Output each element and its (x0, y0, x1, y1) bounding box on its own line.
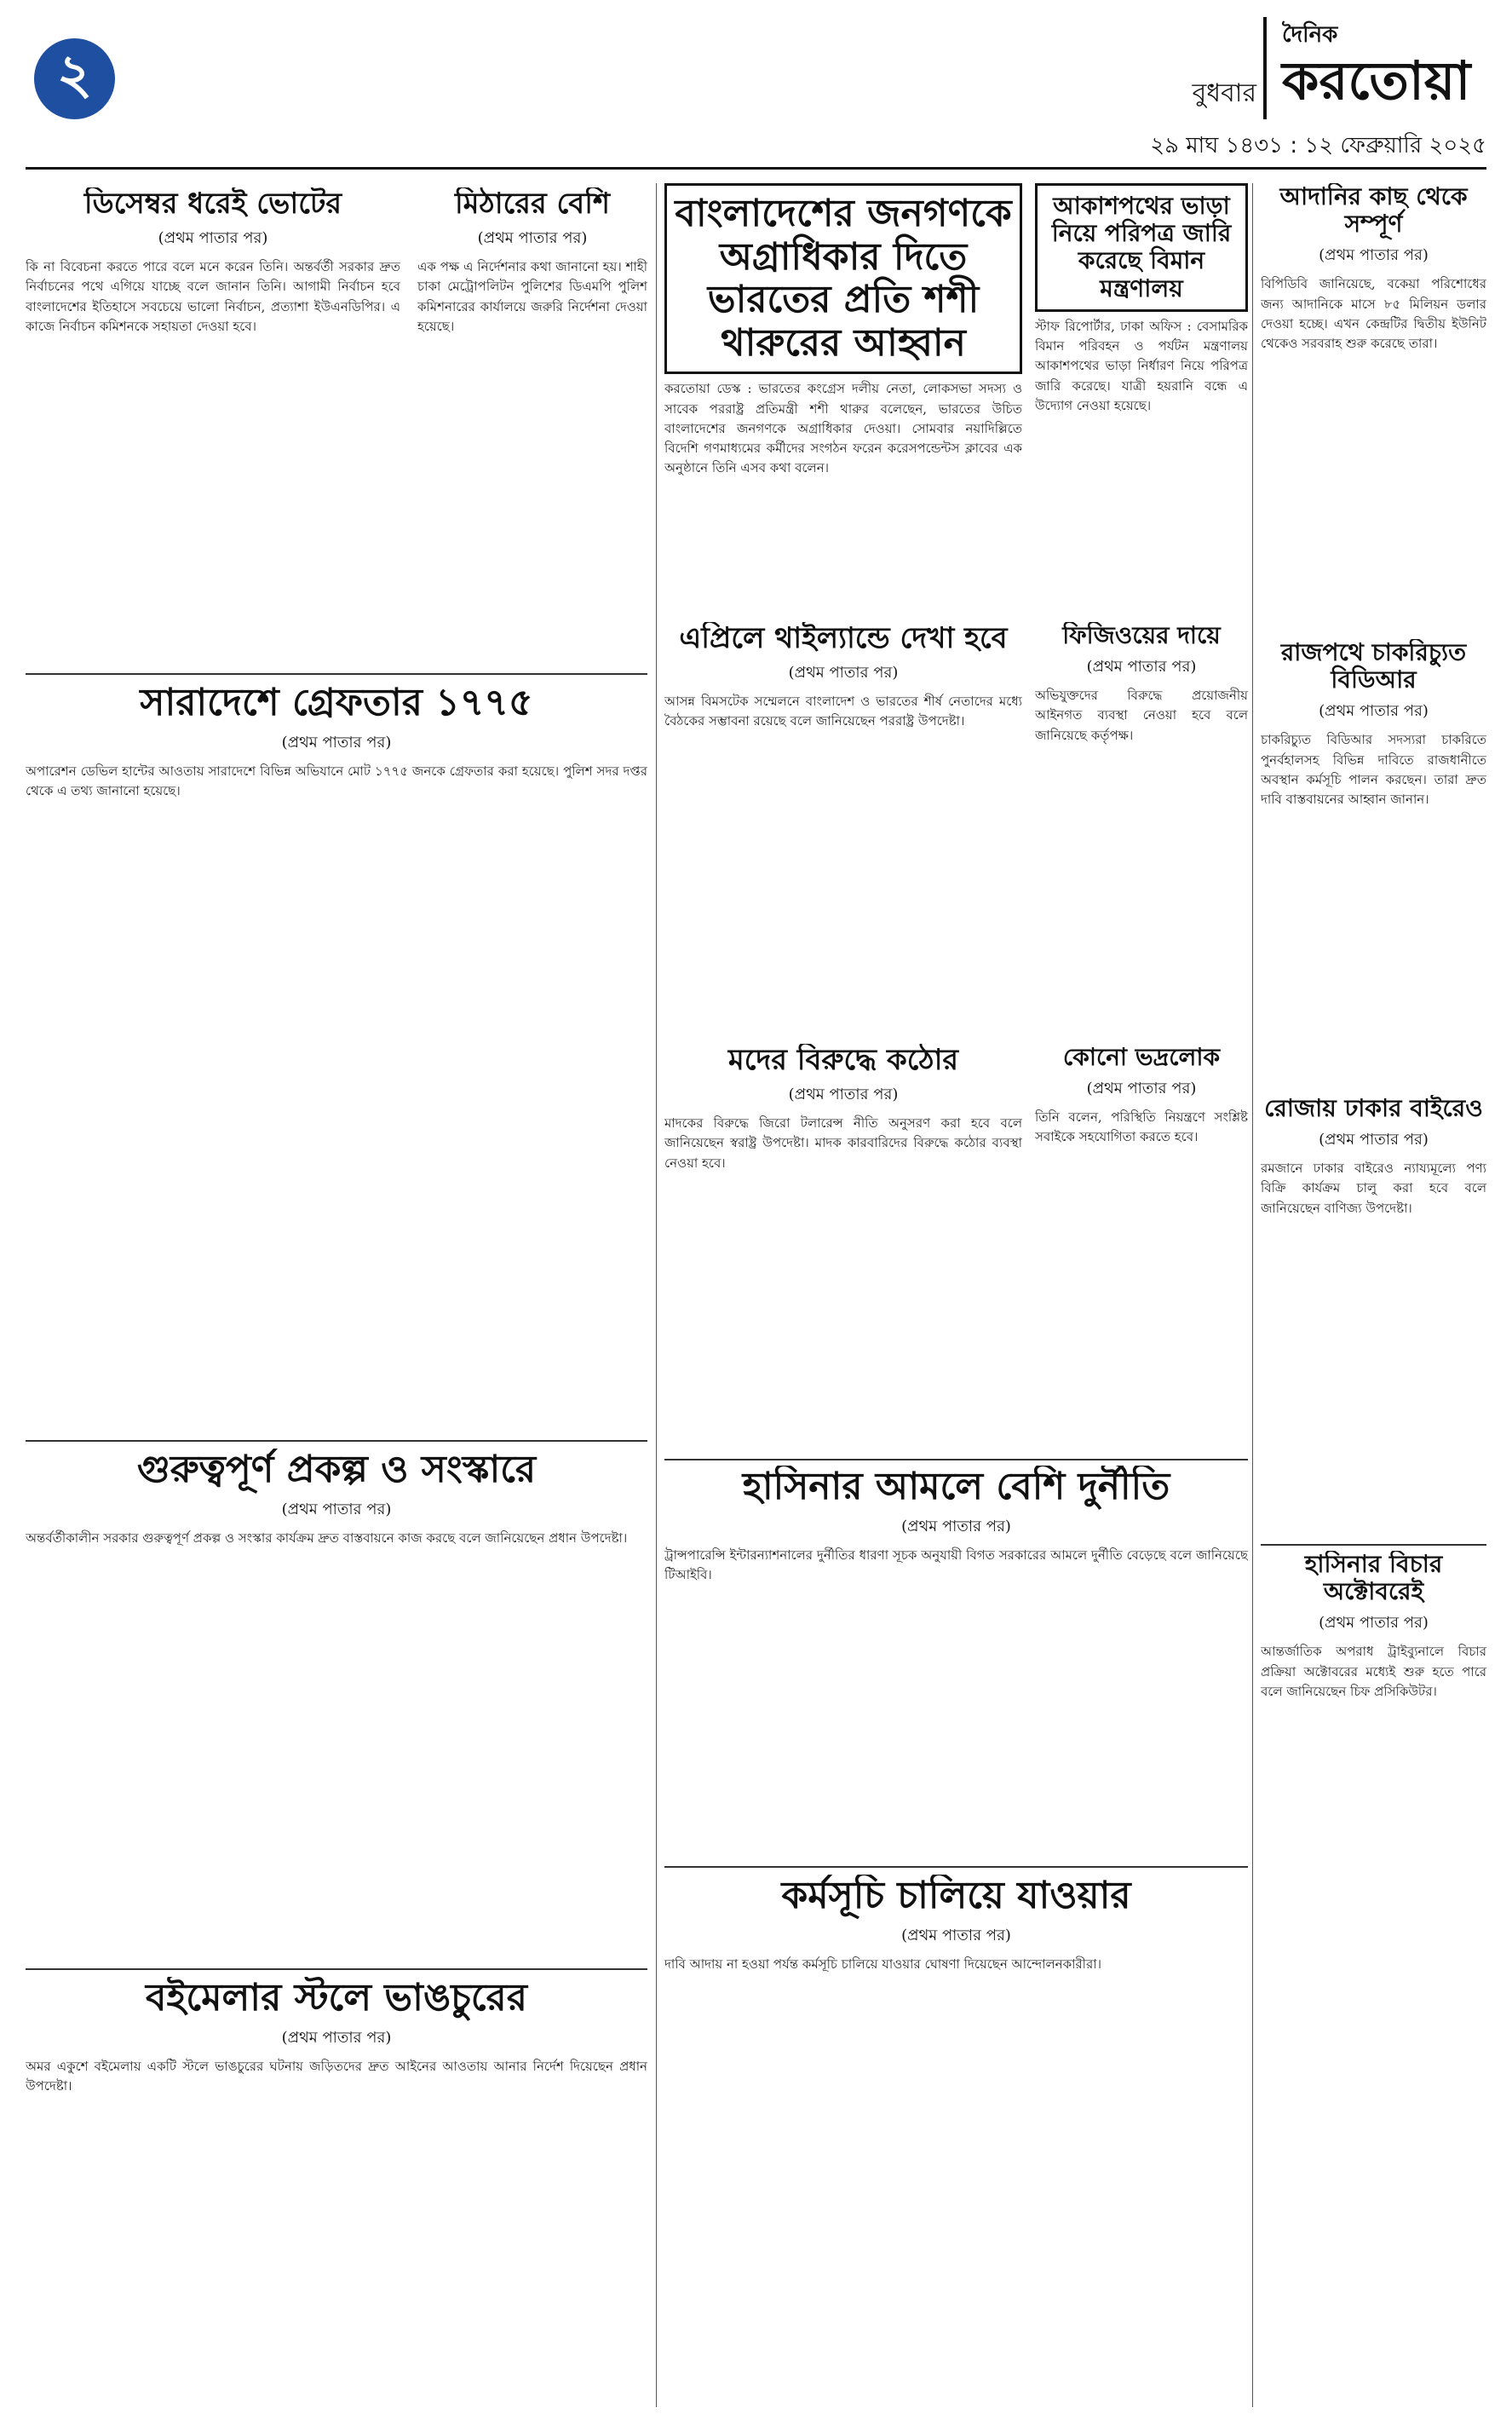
column-divider (656, 183, 657, 2407)
continued-note: (প্রথম পাতার পর) (1086, 658, 1197, 677)
headline: কোনো ভদ্রলোক (1062, 1044, 1221, 1071)
article-corruption (664, 1466, 1248, 1858)
weekday: বুধবার (1192, 78, 1256, 108)
article-adani (1261, 183, 1486, 626)
continued-note: (প্রথম পাতার পর) (281, 2028, 392, 2047)
article-mithai (417, 187, 647, 665)
continued-note: (প্রথম পাতার পর) (788, 664, 899, 683)
dateline: ২৯ মাঘ ১৪৩১ : ১২ ফেব্রুয়ারি ২০২৫ (1150, 133, 1486, 158)
section-divider (664, 1459, 1248, 1460)
continued-note: (প্রথম পাতার পর) (477, 229, 588, 248)
continued-note: (প্রথম পাতার পর) (281, 1500, 392, 1518)
headline: হাসিনার আমলে বেশি দুর্নীতি (742, 1466, 1170, 1508)
article-fitness (1035, 622, 1248, 1031)
article-body: অন্তর্বর্তীকালীন সরকার গুরুত্বপূর্ণ প্রকল্প ও সংস্কার কার্যক্রম দ্রুত বাস্তবায়নে কাজ করছে বলে জানিয়েছেন প্রধান উপদেষ্টা। (26, 1529, 628, 1546)
article-bookfair (26, 1977, 647, 2403)
headline: কর্মসূচি চালিয়ে যাওয়ার (781, 1875, 1131, 1917)
article-body: চাকরিচ্যুত বিডিআর সদস্যরা চাকরিতে পুনর্বহালসহ বিভিন্ন দাবিতে রাজধানীতে অবস্থান কর্মসূচি পালন করছেন। তারা দ্রুত দাবি বাস্তবায়নের আহ্বান জানান। (1261, 732, 1486, 808)
headline: আদানির কাছ থেকে সম্পূর্ণ (1279, 183, 1468, 239)
article-trial (1261, 1551, 1486, 2403)
section-divider (1261, 1544, 1486, 1546)
continued-note: (প্রথম পাতার পর) (1319, 1131, 1429, 1149)
article-body: আন্তর্জাতিক অপরাধ ট্রাইব্যুনালে বিচার প্রক্রিয়া অক্টোবরের মধ্যেই শুরু হতে পারে বলে জানিয়েছেন চিফ প্রসিকিউটর। (1261, 1644, 1486, 1699)
article-bhanduloak (1035, 1044, 1248, 1453)
article-body: অমর একুশে বইমেলায় একটি স্টলে ভাঙচুরের ঘটনায় জড়িতদের দ্রুত আইনের আওতায় আনার নির্দেশ দিয়েছেন প্রধান উপদেষ্টা। (26, 2058, 647, 2094)
continued-note: (প্রথম পাতার পর) (1319, 702, 1429, 721)
continued-note: (প্রথম পাতার পর) (1319, 1614, 1429, 1633)
article-drugs (664, 1044, 1022, 1453)
brand-prefix: দৈনিক (1282, 22, 1338, 48)
section-divider (664, 1866, 1248, 1868)
article-body: অপারেশন ডেভিল হান্টের আওতায় সারাদেশে বিভিন্ন অভিযানে মোট ১৭৭৫ জনকে গ্রেফতার করা হয়েছে। পুলিশ সদর দপ্তর থেকে এ তথ্য জানানো হয়েছে। (26, 763, 647, 798)
article-body: তিনি বলেন, পরিস্থিতি নিয়ন্ত্রণে সংশ্লিষ্ট সবাইকে সহযোগিতা করতে হবে। (1035, 1109, 1248, 1145)
continued-note: (প্রথম পাতার পর) (788, 1086, 899, 1104)
headline: আকাশপথের ভাড়া নিয়ে পরিপত্র জারি করেছে বিমান মন্ত্রণালয় (1035, 183, 1248, 312)
section-divider (26, 1968, 647, 1970)
headline: এপ্রিলে থাইল্যান্ডে দেখা হবে (679, 622, 1008, 655)
article-body: রমজানে ঢাকার বাইরেও ন্যায্যমূল্যে পণ্য বিক্রি কার্যক্রম চালু করা হবে বলে জানিয়েছেন বাণিজ্য উপদেষ্টা। (1261, 1161, 1486, 1216)
article-body: মাদকের বিরুদ্ধে জিরো টলারেন্স নীতি অনুসরণ করা হবে বলে জানিয়েছেন স্বরাষ্ট্র উপদেষ্টা। মাদক কারবারিদের বিরুদ্ধে কঠোর ব্যবস্থা নেওয়া হবে। (664, 1115, 1022, 1171)
headline: মদের বিরুদ্ধে কঠোর (727, 1044, 959, 1077)
continued-note: (প্রথম পাতার পর) (158, 229, 268, 248)
article-reforms (26, 1449, 647, 1960)
article-body: অভিযুক্তদের বিরুদ্ধে প্রয়োজনীয় আইনগত ব্যবস্থা নেওয়া হবে বলে জানিয়েছে কর্তৃপক্ষ। (1035, 688, 1248, 743)
article-body: আসন্ন বিমসটেক সম্মেলনে বাংলাদেশ ও ভারতের শীর্ষ নেতাদের মধ্যে বৈঠকের সম্ভাবনা রয়েছে বলে জানিয়েছেন পররাষ্ট্র উপদেষ্টা। (664, 694, 1022, 729)
continued-note: (প্রথম পাতার পর) (281, 733, 392, 752)
article-body: করতোয়া ডেস্ক : ভারতের কংগ্রেস দলীয় নেতা, লোকসভা সদস্য ও সাবেক পররাষ্ট্র প্রতিমন্ত্রী শশী থারুর বলেছেন, ভারতের উচিত বাংলাদেশের জনগণকে অগ্রাধিকার দেওয়া। সোমবার নয়াদিল্লিতে বিদেশি গণমাধ্যমের কর্মীদের সংগঠন ফরেন করেসপন্ডেন্টস ক্লাবের এক অনুষ্ঠানে তিনি এসব কথা বলেন। (664, 381, 1022, 476)
brand-name: করতোয়া (1282, 49, 1471, 112)
headline: বাংলাদেশের জনগণকে অগ্রাধিকার দিতে ভারতের প্রতি শশী থারুরের আহ্বান (664, 183, 1022, 374)
article-ramadan (1261, 1095, 1486, 1538)
article-workers (664, 1875, 1248, 2403)
masthead (26, 9, 1486, 158)
headline: ফিজিওয়ের দায়ে (1062, 622, 1221, 649)
headline: গুরুত্বপূর্ণ প্রকল্প ও সংস্কারে (136, 1449, 537, 1491)
headline: রোজায় ঢাকার বাইরেও (1264, 1095, 1483, 1122)
article-body: বিপিডিবি জানিয়েছে, বকেয়া পরিশোধের জন্য আদানিকে মাসে ৮৫ মিলিয়ন ডলার দেওয়া হচ্ছে। এখন কেন্দ্রটির দ্বিতীয় ইউনিট থেকেও সরবরাহ শুরু করেছে তারা। (1261, 276, 1486, 352)
headline: বইমেলার স্টলে ভাঙচুরের (146, 1977, 527, 2019)
headline: ডিসেম্বর ধরেই ভোটের (83, 187, 342, 221)
masthead-rule (26, 167, 1486, 170)
article-body: কি না বিবেচনা করতে পারে বলে মনে করেন তিনি। অন্তর্বর্তী সরকার দ্রুত নির্বাচনের পথে এগিয়ে যাচ্ছে বলে জানান তিনি। আগামী নির্বাচন হবে বাংলাদেশের ইতিহাসে সবচেয়ে ভালো নির্বাচন, প্রত্যাশা ইউএনডিপির। এ কাজে নির্বাচন কমিশনকে সহায়তা দেওয়া হবে। (26, 259, 400, 334)
continued-note: (প্রথম পাতার পর) (901, 1517, 1011, 1535)
headline: সারাদেশে গ্রেফতার ১৭৭৫ (140, 682, 533, 724)
continued-note: (প্রথম পাতার পর) (1319, 246, 1429, 265)
continued-note: (প্রথম পাতার পর) (1086, 1080, 1197, 1098)
section-divider (26, 1440, 647, 1442)
newspaper-logo (1263, 17, 1486, 119)
article-rajpath (1261, 639, 1486, 1082)
headline: মিঠারের বেশি (454, 187, 611, 221)
article-body: দাবি আদায় না হওয়া পর্যন্ত কর্মসূচি চালিয়ে যাওয়ার ঘোষণা দিয়েছেন আন্দোলনকারীরা। (664, 1956, 1101, 1972)
article-airspace (1035, 183, 1248, 609)
section-divider (26, 673, 647, 675)
article-body: স্টাফ রিপোর্টার, ঢাকা অফিস : বেসামরিক বিমান পরিবহন ও পর্যটন মন্ত্রণালয় আকাশপথের ভাড়া নির্ধারণ নিয়ে পরিপত্র জারি করেছে। যাত্রী হয়রানি বন্ধে এ উদ্যোগ নেওয়া হয়েছে। (1035, 318, 1248, 413)
article-december (26, 187, 400, 665)
headline: রাজপথে চাকরিচ্যুত বিডিআর (1280, 639, 1467, 694)
article-body: ট্রান্সপারেন্সি ইন্টারন্যাশনালের দুর্নীতির ধারণা সূচক অনুযায়ী বিগত সরকারের আমলে দুর্নীতি বেড়েছে বলে জানিয়েছে টিআইবি। (664, 1547, 1248, 1582)
column-divider (1252, 183, 1253, 2407)
article-tharoor (664, 183, 1022, 609)
article-body: এক পক্ষ এ নির্দেশনার কথা জানানো হয়। শাহী চাকা মেট্রোপলিটন পুলিশের ডিএমপি পুলিশ কমিশনারের কার্যালয়ে জরুরি নির্দেশনা দেওয়া হয়েছে। (417, 259, 647, 334)
continued-note: (প্রথম পাতার পর) (901, 1926, 1011, 1944)
article-arrests (26, 682, 647, 1432)
page-number-badge: ২ (34, 38, 115, 119)
headline: হাসিনার বিচার অক্টোবরেই (1304, 1551, 1443, 1606)
article-thailand (664, 622, 1022, 1031)
